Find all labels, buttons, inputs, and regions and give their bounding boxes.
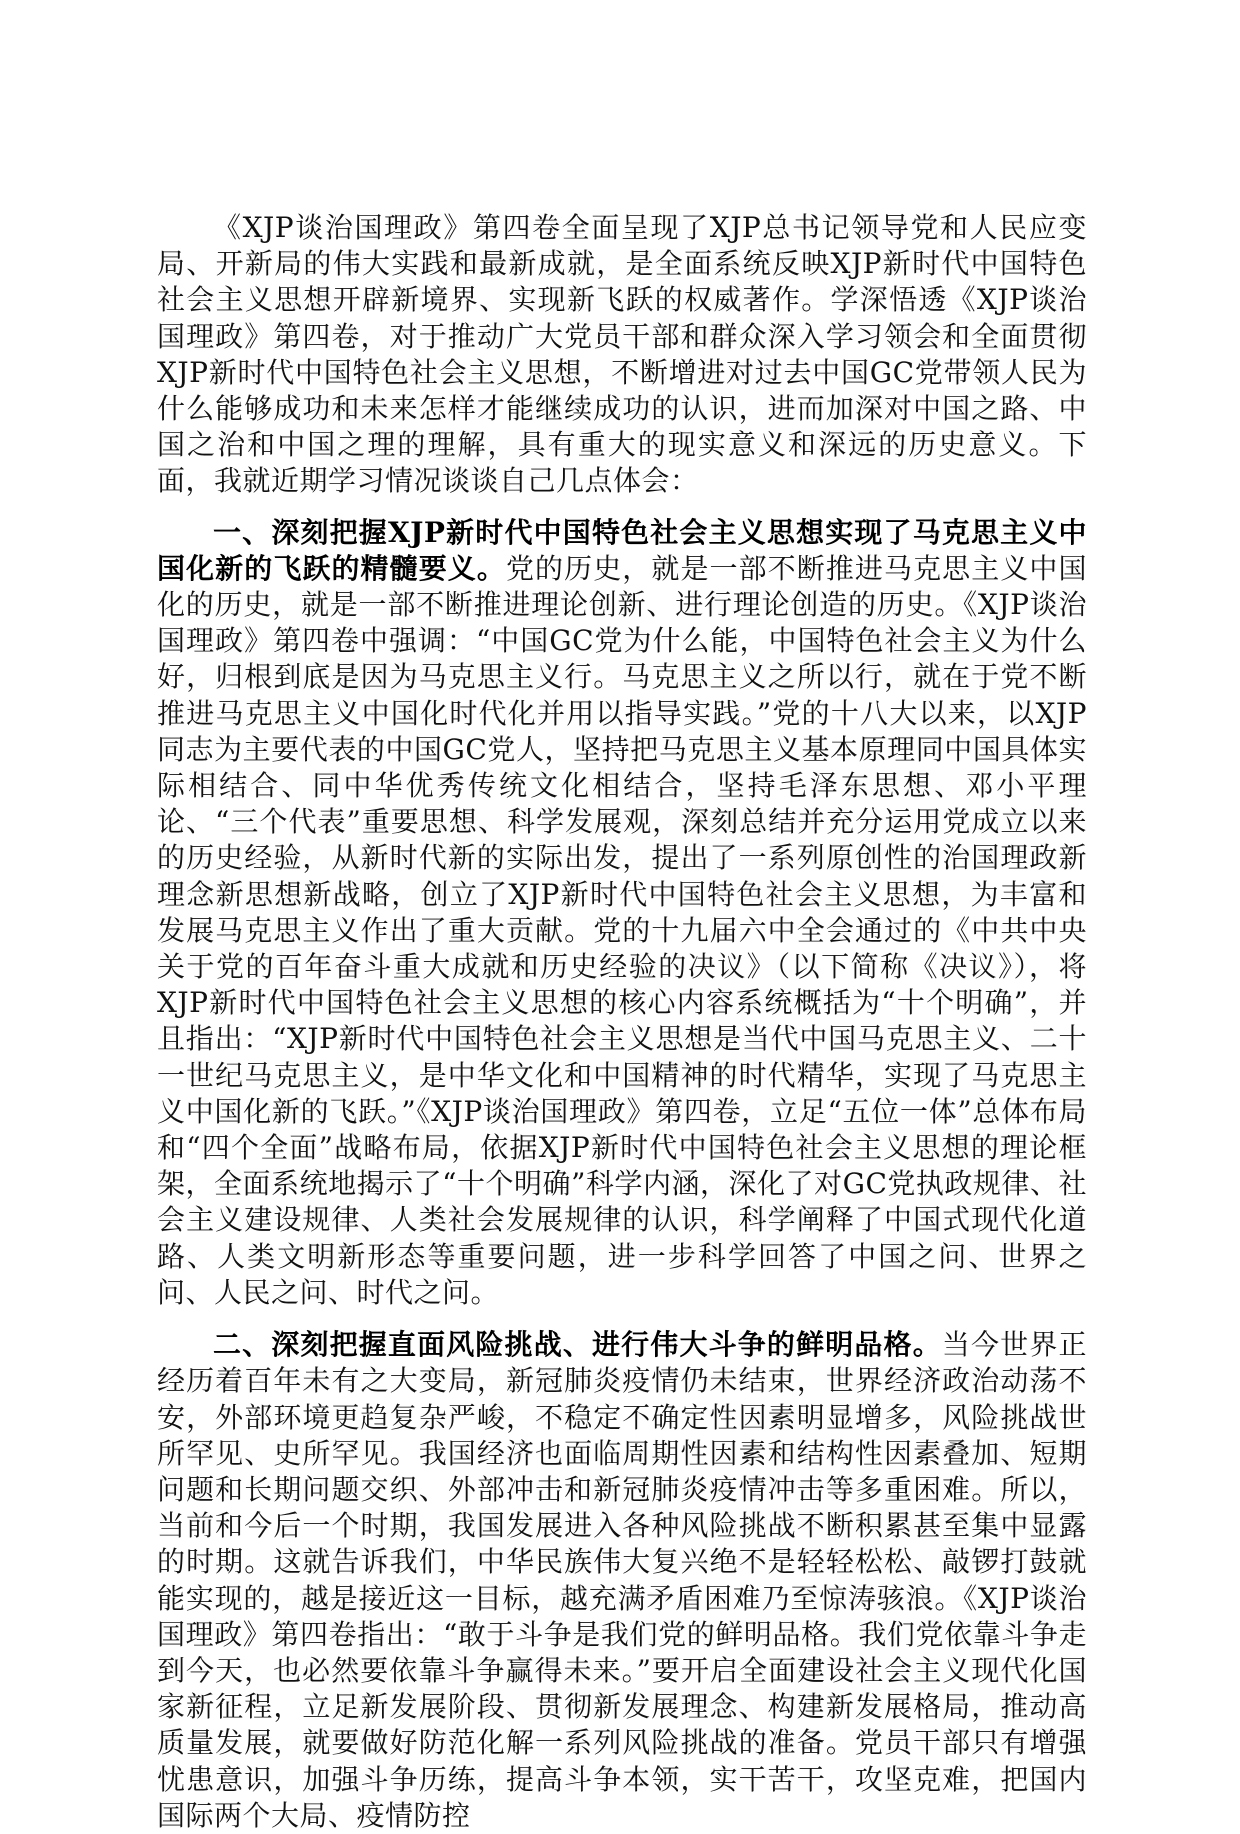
document-page [157,210,1087,1834]
section-one-paragraph [157,515,1087,1311]
section-two-heading: 二、深刻把握直面风险挑战、进行伟大斗争的鲜明品格。 [213,1328,942,1362]
section-two-text: 当今世界正经历着百年未有之大变局，新冠肺炎疫情仍未结束，世界经济政治动荡不安，外部环境更趋复杂严峻，不稳定不确定性因素明显增多，风险挑战世所罕见、史所罕见。我国经济也面临周期性因素和结构性因素叠加、短期问题和长期问题交织、外部冲击和新冠肺炎疫情冲击等多重困难。所以，当前和今后一个时期，我国发展进入各种风险挑战不断积累甚至集中显露的时期。这就告诉我们，中华民族伟大复兴绝不是轻轻松松、敲锣打鼓就能实现的，越是接近这一目标，越充满矛盾困难乃至惊涛骇浪。《XJP谈治国理政》第四卷指出：“敢于斗争是我们党的鲜明品格。我们党依靠斗争走到今天，也必然要依靠斗争赢得未来。”要开启全面建设社会主义现代化国家新征程，立足新发展阶段、贯彻新发展理念、构建新发展格局，推动高质量发展，就要做好防范化解一系列风险挑战的准备。党员干部只有增强忧患意识，加强斗争历练，提高斗争本领，实干苦干，攻坚克难，把国内国际两个大局、疫情防控 [157,1328,1087,1832]
intro-paragraph-text: 《XJP谈治国理政》第四卷全面呈现了XJP总书记领导党和人民应变局、开新局的伟大实践和最新成就，是全面系统反映XJP新时代中国特色社会主义思想开辟新境界、实现新飞跃的权威著作。学深悟透《XJP谈治国理政》第四卷，对于推动广大党员干部和群众深入学习领会和全面贯彻XJP新时代中国特色社会主义思想，不断增进对过去中国GC党带领人民为什么能够成功和未来怎样才能继续成功的认识，进而加深对中国之路、中国之治和中国之理的理解，具有重大的现实意义和深远的历史意义。下面，我就近期学习情况谈谈自己几点体会： [157,211,1087,498]
section-one-text: 党的历史，就是一部不断推进马克思主义中国化的历史，就是一部不断推进理论创新、进行理论创造的历史。《XJP谈治国理政》第四卷中强调：“中国GC党为什么能，中国特色社会主义为什么好，归根到底是因为马克思主义行。马克思主义之所以行，就在于党不断推进马克思主义中国化时代化并用以指导实践。”党的十八大以来，以XJP同志为主要代表的中国GC党人，坚持把马克思主义基本原理同中国具体实际相结合、同中华优秀传统文化相结合，坚持毛泽东思想、邓小平理论、“三个代表”重要思想、科学发展观，深刻总结并充分运用党成立以来的历史经验，从新时代新的实际出发，提出了一系列原创性的治国理政新理念新思想新战略，创立了XJP新时代中国特色社会主义思想，为丰富和发展马克思主义作出了重大贡献。党的十九届六中全会通过的《中共中央关于党的百年奋斗重大成就和历史经验的决议》（以下简称《决议》），将XJP新时代中国特色社会主义思想的核心内容系统概括为“十个明确”，并且指出：“XJP新时代中国特色社会主义思想是当代中国马克思主义、二十一世纪马克思主义，是中华文化和中国精神的时代精华，实现了马克思主义中国化新的飞跃。”《XJP谈治国理政》第四卷，立足“五位一体”总体布局和“四个全面”战略布局，依据XJP新时代中国特色社会主义思想的理论框架，全面系统地揭示了“十个明确”科学内涵，深化了对GC党执政规律、社会主义建设规律、人类社会发展规律的认识，科学阐释了中国式现代化道路、人类文明新形态等重要问题，进一步科学回答了中国之问、世界之问、人民之问、时代之问。 [157,551,1087,1309]
section-two-paragraph [157,1327,1087,1834]
intro-paragraph [157,210,1087,500]
section-one-heading: 一、深刻把握XJP新时代中国特色社会主义思想实现了马克思主义中国化新的飞跃的精髓要义。 [157,515,1087,585]
